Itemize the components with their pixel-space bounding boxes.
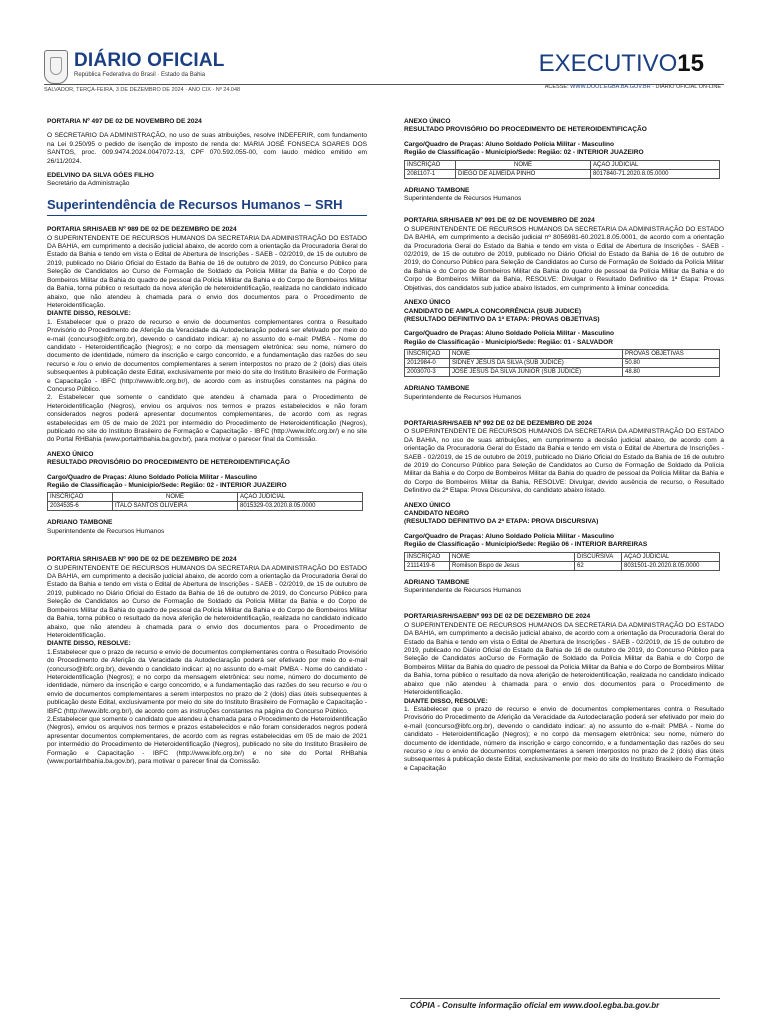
table-header-row bbox=[48, 493, 363, 502]
anexo-regiao: Região de Classificação - Município/Sede: Região: 02 - INTERIOR JUAZEIRO bbox=[47, 482, 287, 490]
table-cell: 48.80 bbox=[623, 368, 720, 377]
portaria-990-text: O SUPERINTENDENTE DE RECURSOS HUMANOS DA SECRETARIA DA ADMINISTRAÇÃO DO ESTADO DA BAHIA, em cumprimento a decisão judicial abaixo, de acordo com a orientação da Procuradoria Geral do Estado da Bahia e tendo em vista o Edital de Abertura de Inscrições - SAEB - 02/2019, de 15 de outubro de 2019, publicado no Diário Oficial do Estado da Bahia de 16 de outubro de 2019, do Concurso Público para Seleção de Candidatos ao Curso de Formação de Soldado da Polícia Militar da Bahia e do Corpo de Bombeiros Militar da Bahia do quadro de pessoal da Polícia Militar da Bahia e do Corpo de Bombeiros Militar da Bahia, torna público o resultado da nova aferição de heteroidentificação, realizada no candidato indicado abaixo, que não atendeu à chamada para o envio dos documentos para o Procedimento de Heteroidentificação. bbox=[47, 564, 367, 639]
signer-name: ADRIANO TAMBONE bbox=[47, 519, 113, 527]
table-row bbox=[405, 368, 720, 377]
table-cell: 2012984-0 bbox=[405, 359, 450, 368]
table-header-row bbox=[405, 350, 720, 359]
result-table-4 bbox=[404, 552, 720, 571]
anexo-cargo: Cargo/Quadro de Praças: Aluno Soldado Polícia Militar - Masculino bbox=[404, 532, 615, 540]
dateline: SALVADOR, TERÇA-FEIRA, 3 DE DEZEMBRO DE 2024 · ANO CIX · Nº 24.048 bbox=[44, 87, 241, 93]
bahia-crest-icon bbox=[44, 50, 68, 84]
portaria-497-title: PORTARIA Nº 497 DE 02 DE NOVEMBRO DE 2024 bbox=[47, 118, 202, 125]
table-header-cell: AÇÃO JUDICIAL bbox=[591, 160, 720, 169]
table-cell: 62 bbox=[575, 561, 622, 570]
table-cell: 50.80 bbox=[623, 359, 720, 368]
table-header-cell: INSCRIÇÃO bbox=[405, 350, 450, 359]
anexo-subtitle: (RESULTADO DEFINITIVO DA 1ª ETAPA: PROVAS OBJETIVAS) bbox=[404, 315, 600, 323]
result-table-1 bbox=[47, 492, 363, 511]
portaria-991-text: O SUPERINTENDENTE DE RECURSOS HUMANOS DA SECRETARIA DA ADMINISTRAÇÃO DO ESTADO DA BAHIA, em cumprimento a decisão judicial nº 8056981-60.2021.8.05.0001, de acordo com a orientação da Procuradoria Geral do Estado da Bahia e tendo em vista o Edital de Abertura de Inscrições - SAEB - 02/2019, de 15 de outubro de 2019, publicado no Diário Oficial do Estado da Bahia de 16 de outubro de 2019, do Concurso Público para Seleção de Candidatos ao Curso de Formação de Soldado da Polícia Militar da Bahia e do Corpo de Bombeiros Militar da Bahia do quadro de pessoal da Polícia Militar da Bahia e do Corpo de Bombeiros Militar da Bahia, RESOLVE: Divulgar o Resultado Definitivo da 1ª Etapa: Provas Objetivas, dos candidatos sub judice abaixo listados, em cumprimento à liminar concedida. bbox=[404, 225, 724, 292]
table-header-cell: INSCRIÇÃO bbox=[405, 160, 456, 169]
anexo-subtitle: RESULTADO PROVISÓRIO DO PROCEDIMENTO DE HETEROIDENTIFICAÇÃO bbox=[404, 126, 647, 134]
signer-role: Superintendente de Recursos Humanos bbox=[404, 587, 522, 595]
portaria-989-text: O SUPERINTENDENTE DE RECURSOS HUMANOS DA SECRETARIA DA ADMINISTRAÇÃO DO ESTADO DA BAHIA, em cumprimento a decisão judicial abaixo, de acordo com a orientação da Procuradoria Geral do Estado da Bahia e tendo em vista o Edital de Abertura de Inscrições - SAEB - 02/2019, de 15 de outubro de 2019, publicado no Diário Oficial do Estado da Bahia de 16 de outubro de 2019, do Concurso Público para Seleção de Candidatos ao Curso de Formação de Soldado da Polícia Militar da Bahia e do Corpo de Bombeiros Militar da Bahia do quadro de pessoal da Polícia Militar da Bahia e do Corpo de Bombeiros Militar da Bahia, torna público o resultado da nova aferição de heteroidentificação, realizada no candidato indicado abaixo, que não atendeu à chamada para o envio dos documentos para o Procedimento de Heteroidentificação. bbox=[47, 234, 367, 309]
anexo-title: ANEXO ÚNICO bbox=[404, 118, 451, 125]
table-header-cell: DISCURSIVA bbox=[575, 552, 622, 561]
anexo-title: ANEXO ÚNICO bbox=[404, 501, 451, 509]
anexo-title: ANEXO ÚNICO bbox=[47, 450, 94, 458]
table-header-cell: NOME bbox=[450, 552, 575, 561]
portaria-990-item-1: 1.Estabelecer que o prazo de recurso e envio de documentos complementares contra o Resultado Provisório do Procedimento de Aferição da Veracidade da Autodeclaração poderá ser efetivado por meio do e-mail (concurso@ibfc.org.br), devendo o candidato indicar: a) no assunto do e-mail: PMBA - Nome do candidato - Heteroidentificação (Negros); e no corpo da mensagem eletrônica: seu nome, número do documento de identidade, número da inscrição e cargo concorrido, e a fundamentação das razões do seu recurso e /ou o envio de documentos complementares a serem interpostos no prazo de 2 (dois) dias úteis subsequentes à publicação deste Edital, exclusivamente por meio do site do Instituto Brasileiro de Formação e Capacitação - IBFC (http://www.ibfc.org.br/), de acordo com as instruções constantes na página do Concurso Público. bbox=[47, 648, 367, 715]
access-link[interactable]: WWW.DOOL.EGBA.BA.GOV.BR bbox=[570, 84, 651, 90]
access-prefix: ACESSE: bbox=[544, 84, 571, 90]
result-table-3 bbox=[404, 349, 720, 377]
table-cell: 8031501-20.2020.8.05.0000 bbox=[622, 561, 720, 570]
table-cell: 2081107-1 bbox=[405, 169, 456, 178]
table-header-row bbox=[405, 160, 720, 169]
anexo-regiao: Região de Classificação - Município/Sede: Região 06 - INTERIOR BARREIRAS bbox=[404, 541, 648, 549]
portaria-993-text: O SUPERINTENDENTE DE RECURSOS HUMANOS DA SECRETARIA DA ADMINISTRAÇÃO DO ESTADO DA BAHIA, em cumprimento a decisão judicial abaixo, de acordo com a orientação da Procuradoria Geral do Estado da Bahia e tendo em vista o Edital de Abertura de Inscrições - SAEB - 02/2019, de 15 de outubro de 2019, publicado no Diário Oficial do Estado da Bahia de 16 de outubro de 2019, do Concurso Público para Seleção de Candidatos aoCurso de Formação de Soldado da Polícia Militar da Bahia e do Corpo de Bombeiros Militar da Bahia do quadro de pessoal da Polícia Militar da Bahia e do Corpo de Bombeiros Militar da Bahia, torna público o resultado da nova aferição de heteroidentificação, realizada no candidato indicado abaixo que não atendeu à chamada para o envio dos documentos para o Procedimento de Heteroidentificação. bbox=[404, 621, 724, 697]
table-cell: SIDNEY JESUS DA SILVA (SUB JUDICE) bbox=[450, 359, 623, 368]
portaria-993-title: PORTARIASRH/SAEBNº 993 DE 02 DE DEZEMBRO DE 2024 bbox=[404, 613, 591, 621]
signer-role: Secretário da Administração bbox=[47, 180, 130, 188]
portaria-991-title: PORTARIA SRH/SAEB Nº 991 DE 02 DE NOVEMBRO DE 2024 bbox=[404, 217, 595, 225]
table-cell: Romilson Bispo de Jesus bbox=[450, 561, 575, 570]
signer-role: Superintendente de Recursos Humanos bbox=[47, 527, 165, 535]
signer-name: ADRIANO TAMBONE bbox=[404, 578, 470, 586]
portaria-990-item-2: 2.Estabelecer que somente o candidato que atendeu à chamada para o Procedimento de Heteroidentificação (Negros), enviou os arquivos nos termos e prazos estabelecidos e não foram considerados negros poderá apresentar documentos complementares, de acordo com as regras estabelecidas em 05 de maio de 2021 por intermédio do Procedimento de Heteroidentificação (Negros), publicado no site do Instituto Brasileiro de Formação e Capacitação - IBFC (http://www.ibfc.org.br/) e no site do Portal RHBahia (www.portalrhbahia.ba.gov.br), para motivar o parecer final da Comissão. bbox=[47, 715, 367, 765]
right-column bbox=[404, 118, 724, 773]
table-row bbox=[405, 561, 720, 570]
table-cell: 2003070-3 bbox=[405, 368, 450, 377]
table-header-cell: NOME bbox=[450, 350, 623, 359]
anexo-subtitle: RESULTADO PROVISÓRIO DO PROCEDIMENTO DE HETEROIDENTIFICAÇÃO bbox=[47, 459, 290, 467]
table-cell: ITALO SANTOS OLIVEIRA bbox=[113, 502, 238, 511]
anexo-cargo: Cargo/Quadro de Praças: Aluno Soldado Polícia Militar - Masculino bbox=[47, 473, 258, 481]
table-row bbox=[405, 169, 720, 178]
portaria-993-resolve: DIANTE DISSO, RESOLVE: bbox=[404, 697, 488, 705]
table-header-cell: AÇÃO JUDICIAL bbox=[622, 552, 720, 561]
table-header-row bbox=[405, 552, 720, 561]
access-suffix: · DIÁRIO OFICIAL ON-LINE bbox=[650, 84, 721, 90]
anexo-subtitle: CANDIDATO NEGRO bbox=[404, 510, 469, 517]
table-cell: DIEGO DE ALMEIDA PINHO bbox=[456, 169, 591, 178]
anexo-subtitle: CANDIDATO DE AMPLA CONCORRÊNCIA (SUB JUDICE) bbox=[404, 307, 582, 315]
anexo-cargo: Cargo/Quadro de Praças: Aluno Soldado Polícia Militar - Masculino bbox=[404, 140, 615, 148]
portaria-992-text: O SUPERINTENDENTE DE RECURSOS HUMANOS DA SECRETARIA DA ADMINISTRAÇÃO DO ESTADO DA BAHIA, no uso de suas atribuições, em cumprimento a decisão judicial abaixo, de acordo com a orientação da Procuradoria Geral do Estado da Bahia e tendo em vista o Edital de Abertura de Inscrições - SAEB - 02/2019, de 15 de outubro de 2019, publicado no Diário Oficial do Estado da Bahia de 16 de outubro de 2019 do Concurso Público para Seleção de Candidatos ao Curso de Formação de Soldado da Polícia Militar da Bahia e do Corpo de Bombeiros Militar da Bahia do quadro de pessoal da Polícia Militar da Bahia e do Corpo de Bombeiros Militar da Bahia, RESOLVE: Divulgar, devido ausência de recurso, o Resultado Definitivo da 2ª Etapa: Prova Discursiva, do candidato abaixo listado. bbox=[404, 428, 724, 495]
page-header bbox=[0, 0, 768, 100]
portaria-990-title: PORTARIA SRH/SAEB Nº 990 DE 02 DE DEZEMBRO DE 2024 bbox=[47, 556, 237, 564]
access-line bbox=[545, 84, 721, 90]
edition-word: EXECUTIVO bbox=[538, 50, 678, 77]
portaria-497-text: O SECRETARIO DA ADMINISTRAÇÃO, no uso de suas atribuições, resolve INDEFERIR, com fundamento na Lei 9.250/95 o pedido de isenção de imposto de renda de: MARIA JOSÉ FONSECA SOARES DOS SANTOS, proc. 009.9474.2024.0047072-13, CPF 070.592.055-00, com laudo médico emitido em 26/11/2024. bbox=[47, 132, 367, 165]
anexo-subtitle: (RESULTADO DEFINITIVO DA 2ª ETAPA: PROVA DISCURSIVA) bbox=[404, 518, 599, 526]
portaria-989-title: PORTARIA SRH/SAEB Nº 989 DE 02 DE DEZEMBRO DE 2024 bbox=[47, 226, 237, 234]
table-header-cell: INSCRIÇÃO bbox=[48, 493, 113, 502]
table-cell: JOSE JESUS DA SILVA JUNIOR (SUB JUDICE) bbox=[450, 368, 623, 377]
section-title: Superintendência de Recursos Humanos – SRH bbox=[47, 201, 367, 216]
result-table-2 bbox=[404, 160, 720, 179]
anexo-regiao: Região de Classificação - Município/Sede: Região: 01 - SALVADOR bbox=[404, 338, 613, 346]
signer-name: EDELVINO DA SILVA GÓES FILHO bbox=[47, 172, 154, 180]
signer-role: Superintendente de Recursos Humanos bbox=[404, 393, 522, 401]
table-cell: 2111419-6 bbox=[405, 561, 450, 570]
table-header-cell: INSCRIÇÃO bbox=[405, 552, 450, 561]
portaria-992-title: PORTARIASRH/SAEB Nº 992 DE 02 DE DEZEMBRO DE 2024 bbox=[404, 419, 593, 427]
signer-name: ADRIANO TAMBONE bbox=[404, 186, 470, 194]
table-cell: 2034535-6 bbox=[48, 502, 113, 511]
table-header-cell: NOME bbox=[113, 493, 238, 502]
footer-rule bbox=[400, 998, 720, 999]
page-footer bbox=[400, 998, 720, 1012]
portaria-993-item-1: 1. Estabelecer que o prazo de recurso e envio de documentos complementares contra o Resultado Provisório do Procedimento de Aferição da Veracidade da Autodeclaração poderá ser efetivado por meio do e-mail (concurso@ibfc.org.br), devendo o candidato indicar: a) no assunto do e-mail: PMBA - Nome do candidato - Heteroidentificação (Negros); e no corpo da mensagem eletrônica: seu nome, número do documento de identidade, número da inscrição e cargo concorrido, e a fundamentação das razões do seu recurso e /ou o envio de documentos complementares a serem interpostos no prazo de 2 (dois) dias úteis subsequentes à publicação deste Edital, exclusivamente por meio do site do Instituto Brasileiro de Formação e Capacitação bbox=[404, 705, 724, 772]
anexo-title: ANEXO ÚNICO bbox=[404, 299, 451, 307]
table-header-cell: AÇÃO JUDICIAL bbox=[238, 493, 363, 502]
table-row bbox=[48, 502, 363, 511]
brand-subtitle: República Federativa do Brasil · Estado da Bahia bbox=[74, 72, 206, 78]
edition-label bbox=[539, 50, 704, 78]
anexo-cargo: Cargo/Quadro de Praças: Aluno Soldado Polícia Militar - Masculino bbox=[404, 330, 615, 338]
anexo-regiao: Região de Classificação - Município/Sede: Região: 02 - INTERIOR JUAZEIRO bbox=[404, 149, 644, 157]
footer-copy-notice: CÓPIA - Consulte informação oficial em www.dool.egba.ba.gov.br bbox=[410, 1001, 660, 1010]
table-header-cell: PROVAS OBJETIVAS bbox=[623, 350, 720, 359]
table-cell: 8015329-03.2020.8.05.0000 bbox=[238, 502, 363, 511]
table-row bbox=[405, 359, 720, 368]
portaria-989-resolve: DIANTE DISSO, RESOLVE: bbox=[47, 310, 131, 318]
portaria-989-item-2: 2. Estabelecer que somente o candidato que atendeu à chamada para o Procedimento de Heteroidentificação (Negros), enviou os arquivos nos termos e prazos estabelecidos e não foram considerados negros poderá apresentar documentos complementares, de acordo com as regras estabelecidas em 05 de maio de 2021 por intermédio do Procedimento de Heteroidentificação (Negros), publicado no site do Instituto Brasileiro de Formação e Capacitação - IBFC (http://www.ibfc.org.br/) e no site do Portal RHBahia (www.portalrhbahia.ba.gov.br), para motivar o parecer final da Comissão. bbox=[47, 394, 367, 444]
table-header-cell: NOME bbox=[456, 160, 591, 169]
page-number: 15 bbox=[677, 50, 704, 77]
portaria-990-resolve: DIANTE DISSO, RESOLVE: bbox=[47, 640, 131, 648]
left-column bbox=[47, 118, 367, 772]
brand-title: DIÁRIO OFICIAL bbox=[74, 50, 225, 71]
signer-name: ADRIANO TAMBONE bbox=[404, 385, 470, 393]
signer-role: Superintendente de Recursos Humanos bbox=[404, 195, 522, 203]
table-cell: 8017840-71.2020.8.05.0000 bbox=[591, 169, 720, 178]
portaria-989-item-1: 1. Estabelecer que o prazo de recurso e envio de documentos complementares contra o Resultado Provisório do Procedimento de Aferição da Veracidade da Autodeclaração poderá ser efetivado por meio do e-mail (concurso@ibfc.org.br), devendo o candidato indicar: a) no assunto do e-mail: PMBA - Nome do candidato - Heteroidentificação (Negros); e no corpo da mensagem eletrônica: seu nome, número do documento de identidade, número da inscrição e cargo concorrido, e a fundamentação das razões do seu recurso e /ou o envio de documentos complementares a serem interpostos no prazo de 2 (dois) dias úteis subsequentes à publicação deste Edital, exclusivamente por meio do site do Instituto Brasileiro de Formação e Capacitação - IBFC (http://www.ibfc.org.br/), de acordo com as instruções constantes na página do Concurso Público. bbox=[47, 318, 367, 393]
